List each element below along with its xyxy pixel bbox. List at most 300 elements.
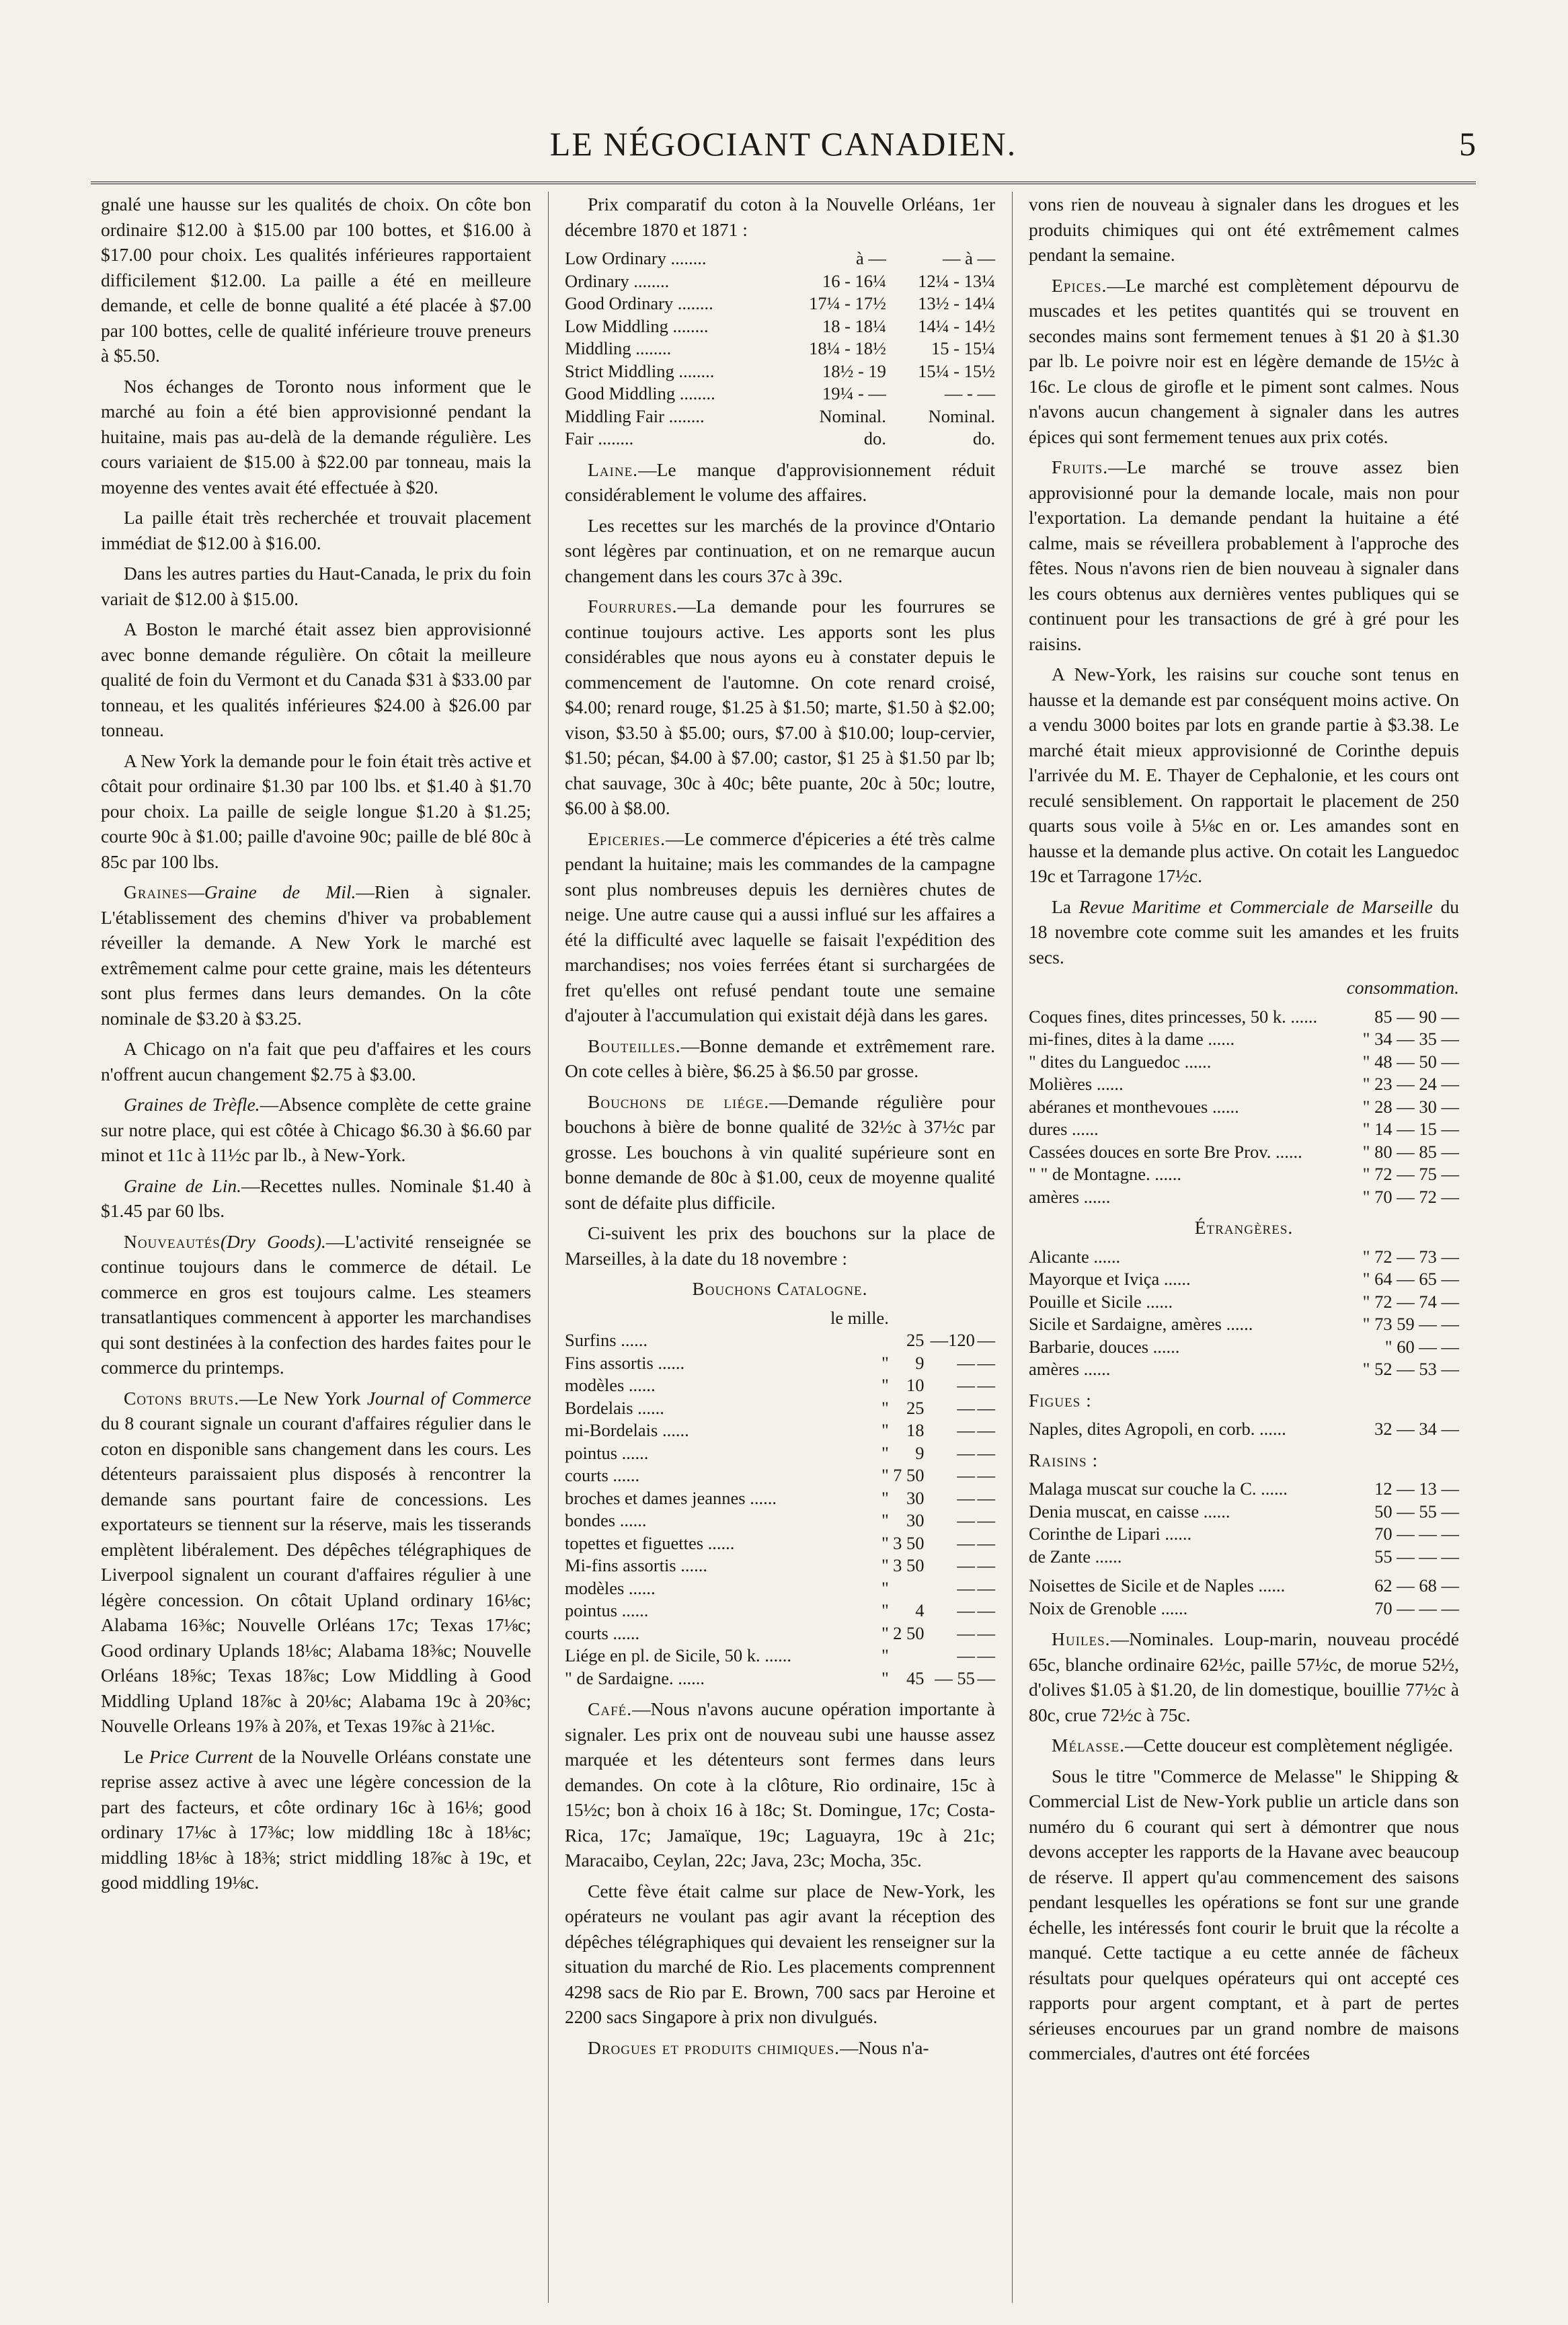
price-c: — <box>977 1420 995 1440</box>
table-row <box>565 1307 995 1330</box>
price-1871: 17¼ - 17½ <box>809 293 886 313</box>
item-name: Alicante ...... <box>1029 1246 1121 1267</box>
paragraph-text: —Le New York <box>239 1387 367 1409</box>
price-a <box>889 1307 925 1330</box>
page-number: 5 <box>1459 125 1476 163</box>
item-name: Pouille et Sicile ...... <box>1029 1291 1173 1312</box>
item-name: Mayorque et Iviça ...... <box>1029 1269 1191 1289</box>
section-heading: Nouveautés <box>124 1230 221 1252</box>
item-name: Coques fines, dites princesses, 50 k. ...... <box>1029 1006 1318 1027</box>
grade-name: Low Ordinary ........ <box>565 248 707 268</box>
table-row <box>1029 1575 1459 1598</box>
section-heading: Fruits. <box>1052 457 1109 477</box>
item-name: Noisettes de Sicile et de Naples ...... <box>1029 1575 1286 1595</box>
price-c: — <box>977 1465 995 1485</box>
table-row <box>1029 1418 1459 1441</box>
price-c: — <box>977 1667 995 1688</box>
section-heading: Cotons bruts. <box>124 1387 239 1409</box>
almond-price-table <box>1029 1006 1459 1209</box>
price-b: — <box>957 1397 975 1418</box>
price-1870: 15 - 15¼ <box>931 338 995 358</box>
item-price: " 72 — 75 — <box>1362 1164 1459 1184</box>
nuts-price-table <box>1029 1575 1459 1620</box>
price-c: — <box>977 1487 995 1508</box>
table-row <box>1029 1313 1459 1336</box>
table-row <box>1029 1478 1459 1501</box>
table-row <box>565 1374 995 1397</box>
price-b: — <box>957 1622 975 1643</box>
item-name: abéranes et monthevoues ...... <box>1029 1096 1239 1117</box>
ditto-mark: " <box>881 1532 889 1553</box>
item-price: 12 — 13 — <box>1374 1479 1459 1499</box>
item-name: " dites du Languedoc ...... <box>1029 1051 1212 1072</box>
paragraph-text: —Nominales. Loup-marin, nouveau procédé 65c, blanche ordinaire 62½c, paille 57½c, de morue 52½, d'olives $1.05 à $1.20, de lin domestique, bouillie 77½c à 80c, crue 72½c à 75c. <box>1029 1628 1459 1725</box>
paragraph-graines <box>101 879 531 1031</box>
item-name: Cassées douces en sorte Bre Prov. ...... <box>1029 1141 1302 1162</box>
paragraph-text: —Recettes nulles. Nominale $1.40 à $1.45 par 60 lbs. <box>101 1175 531 1221</box>
price-a: 9 <box>915 1442 925 1463</box>
paragraph-text: —Le marché est complètement dépourvu de muscades et les petites quantités qui se trouvent en secondes mains sont fermement tenues à $1 20 à $1.30 par lb. Le poivre noir est en légère demande de 15½c à 16c. Le clous de girofle et le piment sont calmes. Nous n'avons aucun changement à signaler dans les autres épices qui sont fermement tenues aux prix cotés. <box>1029 274 1459 447</box>
section-heading: Huiles. <box>1052 1628 1111 1649</box>
price-a: 18 <box>906 1420 925 1440</box>
grade-name: Fair ........ <box>565 428 634 448</box>
section-heading: Drogues et produits chimiques. <box>588 2037 840 2058</box>
paragraph-laine <box>565 457 995 508</box>
paragraph-nouveautes <box>101 1229 531 1380</box>
cork-name: pointus ...... <box>565 1600 649 1620</box>
price-a: 30 <box>906 1487 925 1508</box>
cork-name: courts ...... <box>565 1465 640 1485</box>
table-row <box>565 247 995 270</box>
paragraph-text: —Bonne demande et extrêmement rare. On cote celles à bière, $6.25 à $6.50 par grosse. <box>565 1035 995 1081</box>
price-1870: 13½ - 14¼ <box>918 293 995 313</box>
caption-text: consommation. <box>1346 977 1459 998</box>
price-1871: do. <box>863 428 886 448</box>
table-row <box>1029 1501 1459 1524</box>
table-caption <box>1029 975 1459 1000</box>
table-row <box>565 1464 995 1487</box>
item-price: 32 — 34 — <box>1374 1419 1459 1439</box>
paragraph-text: —Demande régulière pour bouchons à bière de bonne qualité de 32½c à 37½c par grosse. Les bouchons à vin qualité supérieure sont en bonne demande de 80c à $1.00, ceux de moyenne qualité sont de défaite plus difficile. <box>565 1091 995 1213</box>
cork-name: modèles ...... <box>565 1375 656 1395</box>
cork-name: " de Sardaigne. ...... <box>565 1667 705 1688</box>
ditto-mark <box>822 1329 889 1352</box>
table-row <box>565 428 995 450</box>
table-row <box>1029 1163 1459 1186</box>
price-1870: do. <box>972 428 995 448</box>
ditto-mark: " <box>881 1667 889 1688</box>
table-row <box>565 338 995 360</box>
table-row <box>565 1645 995 1667</box>
cork-name: Bordelais ...... <box>565 1397 664 1418</box>
table-row <box>565 1600 995 1622</box>
ditto-mark: " <box>881 1420 889 1440</box>
paragraph-text: —La demande pour les fourrures se continue toujours active. Les apports sont les plus considérables que nous ayons eu à constater depuis le commencement de l'automne. On cote renard croisé, $4.00; renard rouge, $1.25 à $1.50; marte, $1.50 à $2.00; vison, $3.50 à $5.00; ours, $7.00 à $10.00; loup-cervier, $1.50; pécan, $4.00 à $7.00; castor, $1 25 à $1.50 par lb; chat sauvage, 30c à 40c; bête puante, 20c à 50c; loutre, $6.00 à $8.00. <box>565 596 995 818</box>
price-a <box>889 1577 925 1600</box>
italic-subhead: Graine de Lin. <box>124 1175 242 1196</box>
paragraph-epiceries <box>565 826 995 1028</box>
price-a: 2 50 <box>893 1622 925 1643</box>
price-c: — <box>977 1600 995 1620</box>
price-a: 45 <box>906 1667 925 1688</box>
section-heading: Fourrures. <box>588 596 678 617</box>
ditto-mark: " <box>881 1577 889 1598</box>
table-row <box>1029 1028 1459 1051</box>
cork-name: courts ...... <box>565 1622 640 1643</box>
column-divider <box>548 192 549 2303</box>
price-a: 3 50 <box>893 1555 925 1575</box>
paragraph-text: —Absence complète de cette graine sur notre place, qui est côtée à Chicago $6.30 à $6.60 par minot et 11c à 11½c par lb., à New-York. <box>101 1094 531 1165</box>
item-price: " 48 — 50 — <box>1362 1051 1459 1072</box>
paragraph-text: —L'activité renseignée se continue toujours dans le commerce de détail. Le commerce en gros est toujours calme. Les steamers transatlantiques commencent à apporter les marchandises qui sont destinées à la confection des hardes faites pour le commerce du printemps. <box>101 1230 531 1378</box>
price-a: 4 <box>915 1600 925 1620</box>
item-price: " 28 — 30 — <box>1362 1096 1459 1117</box>
item-price: 70 — — — <box>1374 1598 1459 1618</box>
price-1870: — - — <box>944 383 995 403</box>
paragraph-drogues <box>565 2035 995 2061</box>
price-1870: Nominal. <box>928 405 995 426</box>
section-heading: Café. <box>588 1698 633 1719</box>
italic-title: Price Current <box>149 1745 253 1767</box>
section-heading: Laine. <box>588 459 639 480</box>
paragraph-epices <box>1029 273 1459 450</box>
ditto-mark: " <box>881 1465 889 1485</box>
price-1871: 18½ - 19 <box>822 360 886 381</box>
table-row <box>565 1532 995 1555</box>
figues-price-table <box>1029 1418 1459 1441</box>
cork-name: Surfins ...... <box>565 1330 648 1350</box>
item-price: " 72 — 73 — <box>1362 1246 1459 1267</box>
item-name: dures ...... <box>1029 1119 1099 1139</box>
paragraph-text: —Nous n'a- <box>840 2037 929 2058</box>
paragraph: A New-York, les raisins sur couche sont tenus en hausse et la demande est par conséquent moins active. On a vendu 3000 boites par lots en grande partie à $3.38. Le marché était mieux approvisionné de Corinthe depuis l'arrivée du M. E. Thayer de Cephalonie, et les cours ont reculé sensiblement. On rapportait le placement de 250 quarts sous voile à 5⅛c en or. Les amandes sont en hausse et la demande plus active. On cotait les Languedoc 19c et Tarragone 17½c. <box>1029 664 1459 886</box>
cork-name: pointus ...... <box>565 1442 649 1463</box>
cork-name: topettes et figuettes ...... <box>565 1532 735 1553</box>
item-name: amères ...... <box>1029 1359 1111 1379</box>
paragraph-revue <box>1029 894 1459 970</box>
price-b: — 55 <box>935 1667 975 1688</box>
paragraph-text: —Rien à signaler. L'établissement des chemins d'hiver va probablement réveiller la demande. A New York le marché est extrêmement calme pour cette graine, mais les détenteurs sont plus fermes dans leurs demandes. On la côte nominale de $3.20 à $3.25. <box>101 881 531 1029</box>
price-a: 9 <box>915 1352 925 1373</box>
table-row <box>565 1487 995 1510</box>
paragraph-trefle <box>101 1092 531 1168</box>
column-1 <box>101 192 531 1901</box>
item-name: Naples, dites Agropoli, en corb. ...... <box>1029 1419 1286 1439</box>
price-b: — <box>957 1420 975 1440</box>
item-price: " 72 — 74 — <box>1362 1291 1459 1312</box>
price-b: — <box>957 1487 975 1508</box>
price-1870: 15¼ - 15½ <box>918 360 995 381</box>
cork-name: modèles ...... <box>565 1577 656 1598</box>
column-divider <box>1012 192 1013 2303</box>
table-row <box>1029 1336 1459 1359</box>
paragraph-bouteilles <box>565 1033 995 1084</box>
price-1871: 16 - 16¼ <box>822 270 886 291</box>
price-1871: 18 - 18¼ <box>822 315 886 336</box>
cork-price-table <box>565 1307 995 1690</box>
paragraph-text: du 8 courant signale un courant d'affaires régulier dans le coton en disponible sans changement dans les cours. Les détenteurs paraissaient plus disposés à rencontrer la demande sans pourtant faire de concessions. Les exportateurs se tiennent sur la réserve, mais les tisserands emplètent libéralement. Des dépêches télégraphiques de Liverpool signalent un courant d'affaires régulier à une légère concession. On côtait Upland ordinary 16⅛c; Alabama 16⅜c; Nouvelle Orléans 17c; Texas 17⅛c; Good ordinary Uplands 18⅛c; Alabama 18⅜c; Nouvelle Orléans 18⅝c; Texas 18⅞c; Low Middling à Good Middling Upland 18⅞c à 20⅛c; Alabama 19c à 20⅜c; Nouvelle Orleans 19⅞ à 20⅞, et Texas 19⅞c à 21⅛c. <box>101 1413 531 1736</box>
table-row <box>1029 1598 1459 1620</box>
paragraph: Sous le titre "Commerce de Melasse" le Shipping & Commercial List de New-York publie un article dans son numéro du 6 courant qui sert à démontrer que nous devons accepter les rapports de la Havane avec beaucoup de réserve. Il appert qu'au commencement des saisons pendant lesquelles les opérations se font sur une grande échelle, les intéressés font courir le bruit que la récolte a manqué. Cette tactique a eu cette année de fâcheux résultats pour quelques opérateurs qui ont accepté ces rapports pour argent comptant, et à part de pertes sérieuses encourues par un grand nombre de maisons commerciales, d'autres ont été forcées <box>1029 1765 1459 2063</box>
grade-name: Good Ordinary ........ <box>565 293 713 313</box>
price-b: — <box>957 1442 975 1463</box>
cork-name: Liége en pl. de Sicile, 50 k. ...... <box>565 1645 792 1665</box>
table-row <box>565 405 995 428</box>
price-1870: 12¼ - 13¼ <box>918 270 995 291</box>
item-name: mi-fines, dites à la dame ...... <box>1029 1029 1235 1049</box>
paragraph: Dans les autres parties du Haut-Canada, le prix du foin variait de $12.00 à $15.00. <box>101 563 531 609</box>
item-price: 70 — — — <box>1374 1524 1459 1544</box>
ditto-mark: " <box>881 1622 889 1643</box>
cork-name <box>565 1307 822 1330</box>
unit-label: le mille. <box>830 1307 889 1328</box>
item-name: Molières ...... <box>1029 1074 1124 1094</box>
price-c <box>975 1307 995 1330</box>
italic-subhead: —Graine de Mil. <box>188 881 356 902</box>
paragraph-fourrures <box>565 594 995 821</box>
ditto-mark: " <box>881 1555 889 1575</box>
price-b: — <box>957 1510 975 1530</box>
paragraph: gnalé une hausse sur les qualités de choix. On côte bon ordinaire $12.00 à $15.00 par 100 bottes, et $16.00 à $17.00 pour choix. Les qualités inférieures rapportaient difficilement $12.00. La paille a été en meilleure demande, et celle de bonne qualité a été placée à $7.00 par 100 bottes, celle de qualité inférieure trouve preneurs à $5.50. <box>101 194 531 366</box>
paragraph-cotons <box>101 1386 531 1739</box>
price-c: — <box>977 1330 995 1350</box>
table-row <box>565 1419 995 1442</box>
price-a <box>889 1645 925 1667</box>
paragraph-text: de la Nouvelle Orléans constate une reprise assez active à avec une légère concession de la part des facteurs, et côte ordinary 16c à 16⅛; good ordinary 17⅛c à 17⅜c; low middling 18c à 18⅛c; middling 18⅛c à 18⅜; strict middling 18⅞c à 19c, et good middling 19⅛c. <box>101 1745 531 1893</box>
table-row <box>565 1352 995 1375</box>
price-a: 25 <box>906 1397 925 1418</box>
price-b: — <box>957 1532 975 1553</box>
item-name: Noix de Grenoble ...... <box>1029 1598 1188 1618</box>
table-caption: Bouchons Catalogne. <box>692 1278 868 1299</box>
price-a: 10 <box>906 1375 925 1395</box>
grade-name: Ordinary ........ <box>565 270 670 291</box>
section-heading: Epices. <box>1052 274 1107 296</box>
price-a: 30 <box>906 1510 925 1530</box>
item-price: " 80 — 85 — <box>1362 1141 1459 1162</box>
item-name: Corinthe de Lipari ...... <box>1029 1524 1192 1544</box>
price-1870: — à — <box>942 248 995 268</box>
price-1871: 19¼ - — <box>822 383 886 403</box>
italic-title: Revue Maritime et Commerciale de Marseille <box>1079 896 1433 917</box>
price-1870: 14¼ - 14½ <box>918 315 995 336</box>
table-row <box>1029 1186 1459 1209</box>
price-b: — <box>957 1555 975 1575</box>
table-row <box>565 292 995 315</box>
price-b: — <box>957 1645 975 1665</box>
paragraph-fruits <box>1029 455 1459 656</box>
item-price: " 70 — 72 — <box>1362 1186 1459 1207</box>
ditto-mark: " <box>881 1510 889 1530</box>
price-1871: 18¼ - 18½ <box>809 338 886 358</box>
table-row <box>1029 1291 1459 1314</box>
cork-name: bondes ...... <box>565 1510 647 1530</box>
table-row <box>1029 1268 1459 1291</box>
item-price: 85 — 90 — <box>1374 1006 1459 1027</box>
item-name: " " de Montagne. ...... <box>1029 1164 1181 1184</box>
paragraph: A Chicago on n'a fait que peu d'affaires et les cours n'offrent aucun changement $2.75 à $3.00. <box>101 1038 531 1085</box>
price-c: — <box>977 1510 995 1530</box>
item-price: " 73 59 — — <box>1362 1314 1459 1334</box>
price-b: — <box>957 1375 975 1395</box>
price-b: —120 <box>930 1330 975 1350</box>
item-price: " 23 — 24 — <box>1362 1074 1459 1094</box>
paragraph-text: Le <box>124 1745 149 1767</box>
price-c: — <box>977 1645 995 1665</box>
price-c: — <box>977 1442 995 1463</box>
section-heading: Bouteilles. <box>588 1035 681 1056</box>
table-row <box>565 1397 995 1420</box>
table-row <box>1029 1246 1459 1269</box>
ditto-mark: " <box>881 1600 889 1620</box>
paragraph-text: La <box>1052 896 1079 917</box>
ditto-mark: " <box>881 1397 889 1418</box>
ditto-mark: " <box>881 1375 889 1395</box>
paragraph-text: —Le commerce d'épiceries a été très calme pendant la huitaine; mais les commandes de la campagne sont plus nombreuses depuis les dernières chutes de neige. Une autre cause qui a aussi influé sur les affaires a été la difficulté avec laquelle se faisait l'expédition des marchandises; nos voies ferrées étant si surchargées de fret qu'elles ont refusé pendant toute une semaine d'ajouter à l'accumulation qui existait déjà dans les gares. <box>565 828 995 1025</box>
item-name: de Zante ...... <box>1029 1546 1122 1567</box>
price-c: — <box>977 1375 995 1395</box>
paragraph: Cette fève était calme sur place de New-York, les opérateurs ne voulant pas agir avant la réception des dépêches télégraphiques qui devaient les renseigner sur la situation du marché de Rio. Les placements comprennent 4298 sacs de Rio par E. Brown, 700 sacs par Heroine et 2200 sacs Singapore à prix non divulgués. <box>565 1880 995 2027</box>
grade-name: Middling Fair ........ <box>565 405 705 426</box>
table-row <box>1029 1523 1459 1546</box>
price-b: — <box>957 1600 975 1620</box>
table-row <box>565 1509 995 1532</box>
item-price: " 64 — 65 — <box>1362 1269 1459 1289</box>
table-row <box>1029 1006 1459 1029</box>
grade-name: Good Middling ........ <box>565 383 715 403</box>
table-row <box>565 1667 995 1690</box>
section-heading: Graines <box>124 881 188 902</box>
paragraph-huiles <box>1029 1626 1459 1727</box>
cork-name: Mi-fins assortis ...... <box>565 1555 707 1575</box>
ditto-mark: " <box>881 1645 889 1665</box>
table-row <box>565 270 995 293</box>
table-row <box>565 1442 995 1465</box>
price-b: — <box>957 1352 975 1373</box>
paragraph: La paille était très recherchée et trouvait placement immédiat de $12.00 à $16.00. <box>101 507 531 553</box>
item-name: amères ...... <box>1029 1186 1111 1207</box>
price-b: — <box>957 1465 975 1485</box>
ditto-mark: " <box>881 1487 889 1508</box>
table-row <box>565 1622 995 1645</box>
item-price: 55 — — — <box>1374 1546 1459 1567</box>
price-1871: à — <box>856 248 886 268</box>
ditto-mark: " <box>881 1442 889 1463</box>
section-heading: Epiceries. <box>588 828 666 849</box>
table-row <box>1029 1096 1459 1119</box>
paragraph: Ci-suivent les prix des bouchons sur la place de Marseilles, à la date du 18 novembre : <box>565 1222 995 1269</box>
table-row <box>565 360 995 383</box>
header-rule <box>91 182 1476 184</box>
paragraph: Les recettes sur les marchés de la province d'Ontario sont légères par continuation, et on ne remarque aucun changement dans les cours 37c à 39c. <box>565 514 995 586</box>
paragraph-melasse <box>1029 1733 1459 1758</box>
cotton-price-table <box>565 247 995 450</box>
ditto-mark: " <box>881 1352 889 1373</box>
paragraph-text: —Le marché se trouve assez bien approvisionné pour la demande locale, mais non pour l'exportation. La demande pendant la huitaine a été calme, mais se réveillera probablement à l'approche des fêtes. Nous n'avons rien de bien nouveau à signaler dans les cours obtenus aux dernières ventes publiques qui se continuent pour les transactions de gré à gré pour les raisins. <box>1029 457 1459 654</box>
paragraph-text: —Cette douceur est complètement négligée. <box>1125 1735 1453 1756</box>
grade-name: Middling ........ <box>565 338 672 358</box>
raisins-price-table <box>1029 1478 1459 1568</box>
cork-name: broches et dames jeannes ...... <box>565 1487 777 1508</box>
paragraph: vons rien de nouveau à signaler dans les drogues et les produits chimiques qui ont été extrêmement calmes pendant la semaine. <box>1029 194 1459 265</box>
page-header <box>91 118 1476 178</box>
paragraph-price-current <box>101 1744 531 1895</box>
paragraph: A Boston le marché était assez bien approvisionné avec bonne demande régulière. On côtait la meilleure qualité de foin du Vermont et du Canada $31 à $33.00 par tonneau, et les qualités inférieures $24.00 à $26.00 par tonneau. <box>101 619 531 740</box>
table-row <box>565 383 995 405</box>
price-b: — <box>957 1577 975 1598</box>
paragraph-bouchons <box>565 1089 995 1216</box>
item-price: 50 — 55 — <box>1374 1501 1459 1522</box>
table-row <box>1029 1051 1459 1074</box>
table-row <box>1029 1073 1459 1096</box>
foreign-price-table <box>1029 1246 1459 1381</box>
table-row <box>565 1329 995 1352</box>
price-c: — <box>977 1577 995 1598</box>
paragraph-text: du 18 novembre cote comme suit les amandes et les fruits secs. <box>1029 896 1459 968</box>
paragraph: Prix comparatif du coton à la Nouvelle Orléans, 1er décembre 1870 et 1871 : <box>565 194 995 240</box>
cork-name: mi-Bordelais ...... <box>565 1420 689 1440</box>
price-c: — <box>977 1397 995 1418</box>
italic-subhead: (Dry Goods). <box>220 1230 326 1252</box>
table-row <box>565 1554 995 1577</box>
table-row <box>1029 1546 1459 1569</box>
table-caption: Figues : <box>1029 1389 1092 1411</box>
paragraph-lin <box>101 1173 531 1224</box>
price-b <box>925 1307 975 1330</box>
table-row <box>1029 1141 1459 1164</box>
table-row <box>565 315 995 338</box>
column-2 <box>565 192 995 2065</box>
table-caption: Étrangères. <box>1194 1217 1294 1238</box>
table-row <box>1029 1118 1459 1141</box>
newspaper-title: LE NÉGOCIANT CANADIEN. <box>549 125 1017 163</box>
italic-subhead: Graines de Trèfle. <box>124 1094 260 1115</box>
paragraph: Nos échanges de Toronto nous informent que le marché au foin a été bien approvisionné pendant la huitaine, mais pas au-delà de la demande régulière. Les cours variaient de $15.00 à $22.00 par tonneau, mais la moyenne des ventes avait été effectuée à $20. <box>101 375 531 498</box>
paragraph: A New York la demande pour le foin était très active et côtait pour ordinaire $1.30 par 100 lbs. et $1.40 à $1.70 pour choix. La paille de seigle longue $1.20 à $1.25; courte 90c à $1.00; paille d'avoine 90c; paille de blé 80c à 85c par 100 lbs. <box>101 750 531 872</box>
item-price: " 52 — 53 — <box>1362 1359 1459 1379</box>
price-1871: Nominal. <box>819 405 886 426</box>
paragraph-cafe <box>565 1696 995 1873</box>
price-c: — <box>977 1622 995 1643</box>
item-name: Sicile et Sardaigne, amères ...... <box>1029 1314 1253 1334</box>
italic-title: Journal of Commerce <box>366 1387 531 1409</box>
column-3 <box>1029 192 1459 2072</box>
section-heading: Bouchons de liége. <box>588 1091 770 1112</box>
price-a: 3 50 <box>893 1532 925 1553</box>
item-name: Denia muscat, en caisse ...... <box>1029 1501 1230 1522</box>
paragraph-text: —Le manque d'approvisionnement réduit considérablement le volume des affaires. <box>565 459 995 505</box>
paragraph-text: —Nous n'avons aucune opération importante à signaler. Les prix ont de nouveau subi une hausse assez marquée et les détenteurs sont fermes dans leurs demandes. On cote à la clôture, Rio ordinaire, 15c à 15½c; bon à choix 16 à 18c; St. Domingue, 17c; Costa-Rica, 17c; Jamaïque, 19c; Laguayra, 19c à 21c; Maracaibo, Ceylan, 22c; Java, 23c; Mocha, 35c. <box>565 1698 995 1870</box>
price-a: 25 <box>906 1330 925 1350</box>
item-price: " 14 — 15 — <box>1362 1119 1459 1139</box>
price-c: — <box>977 1532 995 1553</box>
item-price: " 34 — 35 — <box>1362 1029 1459 1049</box>
item-name: Barbarie, douces ...... <box>1029 1336 1180 1357</box>
cork-name: Fins assortis ...... <box>565 1352 685 1373</box>
grade-name: Low Middling ........ <box>565 315 709 336</box>
price-a: 7 50 <box>893 1465 925 1485</box>
grade-name: Strict Middling ........ <box>565 360 715 381</box>
section-heading: Mélasse. <box>1052 1735 1125 1756</box>
price-c: — <box>977 1352 995 1373</box>
item-price: 62 — 68 — <box>1374 1575 1459 1595</box>
table-row <box>1029 1358 1459 1381</box>
table-caption: Raisins : <box>1029 1449 1099 1470</box>
item-name: Malaga muscat sur couche la C. ...... <box>1029 1479 1288 1499</box>
item-price: " 60 — — <box>1384 1336 1459 1357</box>
price-c: — <box>977 1555 995 1575</box>
table-row <box>565 1577 995 1600</box>
